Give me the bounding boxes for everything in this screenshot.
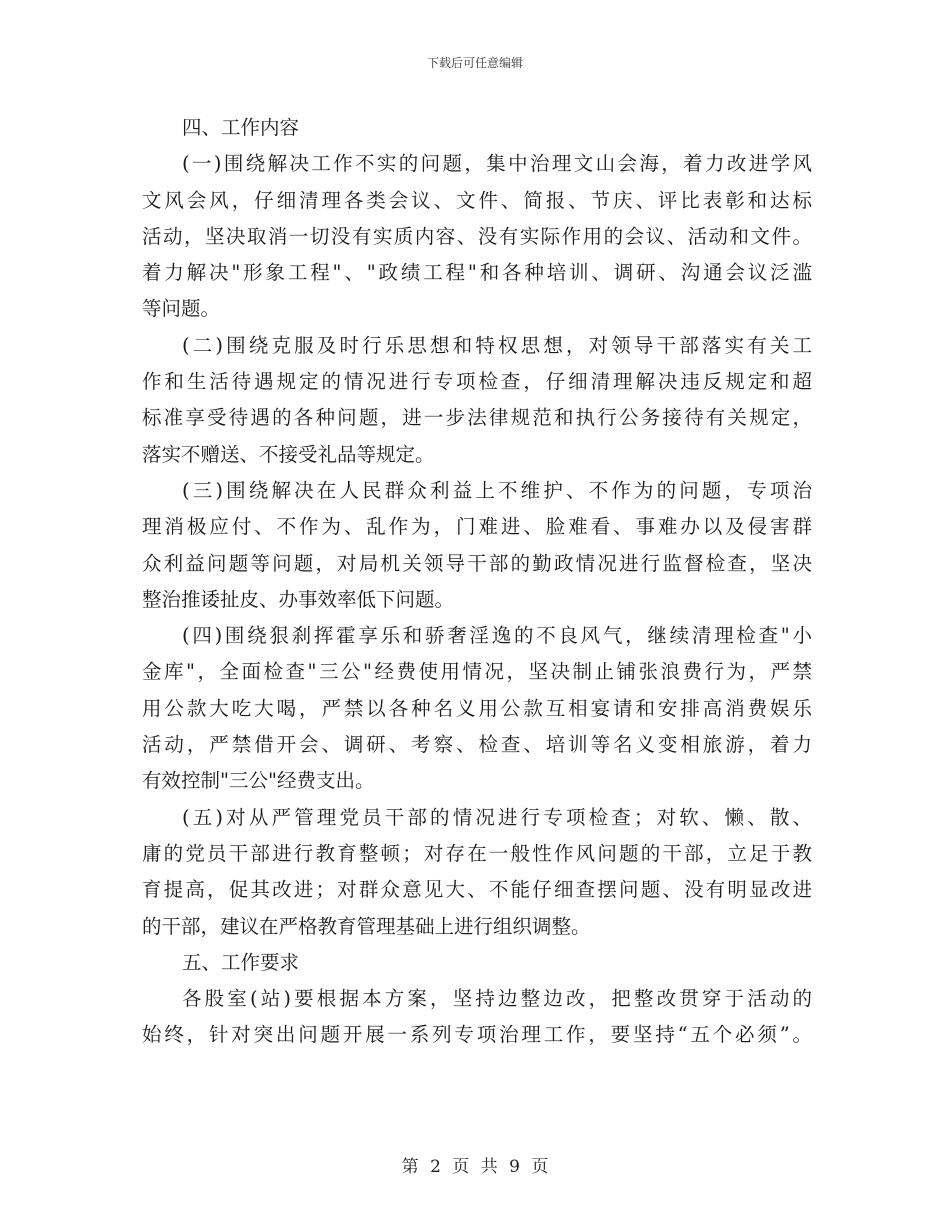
paragraph-line: 用公款大吃大喝，严禁以各种名义用公款互相宴请和安排高消费娱乐: [142, 696, 812, 720]
paragraph-line: 庸的党员干部进行教育整顿；对存在一般性作风问题的干部，立足于教: [142, 841, 812, 865]
paragraph-line: (二)围绕克服及时行乐思想和特权思想，对领导干部落实有关工: [182, 333, 812, 357]
section-heading: 五、工作要求: [182, 950, 300, 974]
paragraph-line: 始终，针对突出问题开展一系列专项治理工作，要坚持“五个必须”。: [142, 1023, 812, 1047]
paragraph-line: 活动，严禁借开会、调研、考察、检查、培训等名义变相旅游，着力: [142, 733, 812, 757]
paragraph-line: 着力解决"形象工程"、"政绩工程"和各种培训、调研、沟通会议泛滥: [142, 261, 812, 285]
document-body: [142, 110, 812, 1054]
section-heading: 四、工作内容: [182, 116, 300, 139]
paragraph-line: 作和生活待遇规定的情况进行专项检查，仔细清理解决违反规定和超: [142, 370, 812, 394]
paragraph-line: 育提高，促其改进；对群众意见大、不能仔细查摆问题、没有明显改进: [142, 878, 812, 902]
paragraph-line: 的干部，建议在严格教育管理基础上进行组织调整。: [142, 914, 591, 938]
paragraph-line: 落实不赠送、不接受礼品等规定。: [142, 442, 435, 466]
paragraph-line: 文风会风，仔细清理各类会议、文件、简报、节庆、评比表彰和达标: [142, 188, 812, 212]
paragraph-line: (一)围绕解决工作不实的问题，集中治理文山会海，着力改进学风: [182, 152, 812, 176]
paragraph-line: 有效控制"三公"经费支出。: [142, 769, 375, 793]
paragraph-line: 各股室(站)要根据本方案，坚持边整边改，把整改贯穿于活动的: [182, 987, 812, 1011]
paragraph-line: 活动，坚决取消一切没有实质内容、没有实际作用的会议、活动和文件。: [142, 224, 812, 248]
paragraph-line: (五)对从严管理党员干部的情况进行专项检查；对软、懒、散、: [182, 805, 812, 829]
paragraph-line: (四)围绕狠刹挥霍享乐和骄奢淫逸的不良风气，继续清理检查"小: [182, 624, 812, 648]
paragraph-line: 整治推诿扯皮、办事效率低下问题。: [142, 587, 455, 611]
page-header-note: 下载后可任意编辑: [426, 56, 523, 70]
paragraph-line: 众利益问题等问题，对局机关领导干部的勤政情况进行监督检查，坚决: [142, 551, 812, 575]
paragraph-line: 标准享受待遇的各种问题，进一步法律规范和执行公务接待有关规定，: [142, 406, 812, 430]
paragraph-line: (三)围绕解决在人民群众利益上不维护、不作为的问题，专项治: [182, 478, 812, 502]
page-number-footer: 第 2 页 共 9 页: [401, 1157, 549, 1177]
paragraph-line: 等问题。: [142, 297, 221, 321]
paragraph-line: 金库"，全面检查"三公"经费使用情况，坚决制止铺张浪费行为，严禁: [142, 660, 812, 684]
paragraph-line: 理消极应付、不作为、乱作为，门难进、脸难看、事难办以及侵害群: [142, 515, 812, 539]
